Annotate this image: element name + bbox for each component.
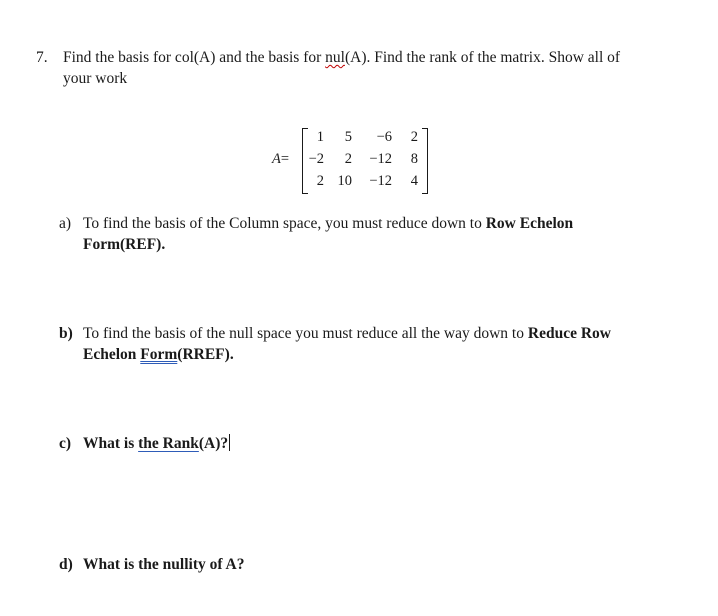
grammar-word-form: Form: [140, 346, 178, 363]
matrix-cell: −2: [308, 151, 324, 167]
part-c-question: [83, 435, 228, 452]
matrix-row-3: [308, 173, 422, 193]
matrix-label: [272, 151, 300, 168]
part-b-bold-2b: (RREF).: [177, 346, 234, 363]
part-b-bold-2a: Echelon: [83, 346, 141, 363]
part-d-text: [83, 554, 673, 575]
matrix-cell: 2: [316, 173, 324, 189]
matrix-cell: 2: [410, 129, 418, 145]
text-cursor: [229, 434, 230, 451]
question-text-part-2: (A). Find the rank of the matrix. Show all of: [344, 49, 621, 66]
part-c-label: [59, 433, 71, 454]
part-c-text-1: What is: [83, 435, 139, 452]
part-c-label-text: c): [59, 435, 72, 452]
matrix-cell: 10: [337, 173, 352, 189]
question-text-part-1: Find the basis for col(A) and the basis for: [63, 49, 326, 66]
part-b-plain: To find the basis of the null space you must reduce all the way down to: [83, 325, 528, 342]
part-a-text: [83, 213, 673, 255]
part-d-question: What is the nullity of A?: [83, 556, 245, 573]
part-d-label: [59, 554, 73, 575]
matrix-cell: −12: [369, 151, 392, 167]
matrix-cell: 2: [344, 151, 352, 167]
part-d-label-text: d): [59, 556, 73, 573]
matrix-row-1: [308, 129, 422, 149]
part-b-bold-2: [83, 346, 234, 363]
part-b-label-text: b): [59, 325, 73, 342]
matrix-cell: 1: [316, 129, 324, 145]
part-a-bold-2: Form(REF).: [83, 236, 166, 253]
matrix-equals: =: [280, 151, 290, 167]
matrix-row-2: [308, 151, 422, 171]
spellcheck-word-nul: nul: [325, 49, 345, 66]
part-c-text[interactable]: [83, 433, 673, 454]
matrix-cell: 8: [410, 151, 418, 167]
question-text-part-3: your work: [63, 70, 128, 87]
part-b-text: [83, 323, 673, 365]
grammar-phrase-the-rank: the Rank: [138, 435, 199, 452]
part-b-bold-1: Reduce Row: [527, 325, 611, 342]
matrix-cell: 4: [410, 173, 418, 189]
part-a-bold-1: Row Echelon: [485, 215, 574, 232]
question-number: 7.: [36, 49, 48, 66]
question-text: [63, 47, 673, 89]
matrix-cell: −12: [369, 173, 392, 189]
part-a-plain: To find the basis of the Column space, you must reduce down to: [83, 215, 486, 232]
part-b-label: [59, 323, 73, 344]
matrix-name: A: [272, 151, 281, 167]
matrix-cell: 5: [344, 129, 352, 145]
matrix-right-bracket: [422, 128, 428, 194]
part-a-label: a): [59, 215, 72, 232]
matrix-cell: −6: [376, 129, 392, 145]
part-c-text-2: (A)?: [198, 435, 229, 452]
